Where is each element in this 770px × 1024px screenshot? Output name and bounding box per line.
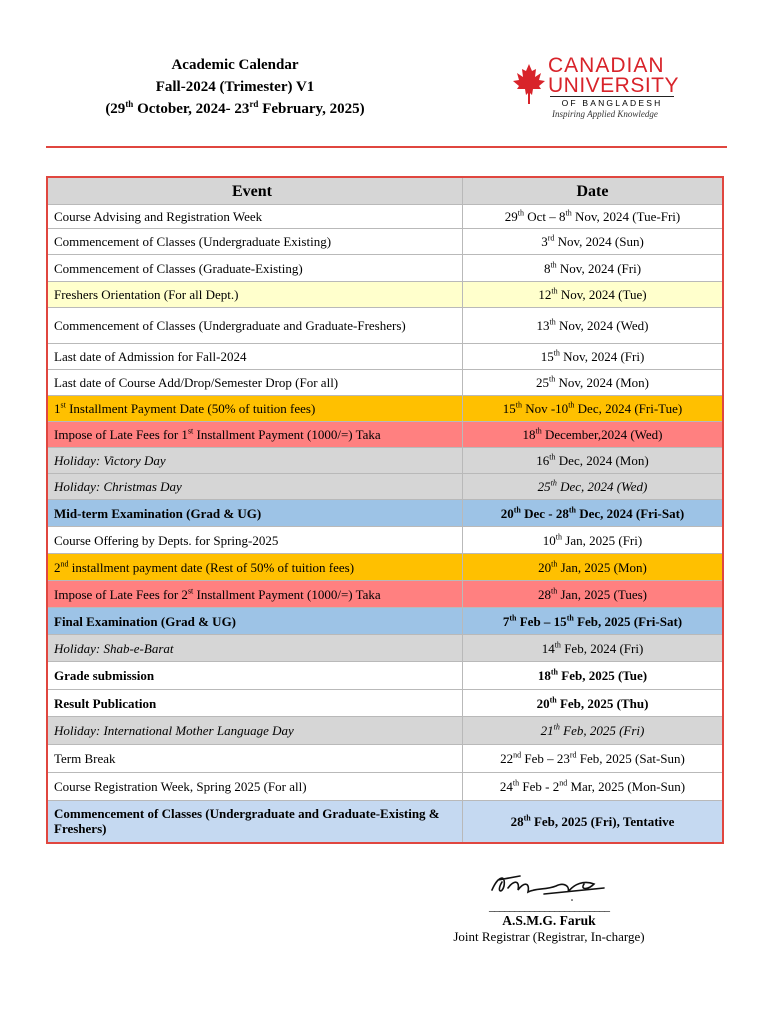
table-row [47, 745, 723, 773]
date-cell: 20th Jan, 2025 (Mon) [463, 554, 724, 581]
university-logo [512, 56, 682, 122]
date-cell: 21th Feb, 2025 (Fri) [463, 717, 724, 745]
table-row [47, 422, 723, 448]
event-cell: Holiday: Victory Day [47, 448, 463, 474]
date-cell: 20th Feb, 2025 (Thu) [463, 690, 724, 717]
title-line-1: Academic Calendar [171, 57, 299, 73]
date-cell: 28th Feb, 2025 (Fri), Tentative [463, 801, 724, 843]
event-cell: Term Break [47, 745, 463, 773]
event-cell: Impose of Late Fees for 2st Installment Payment (1000/=) Taka [47, 581, 463, 608]
event-column-header: Event [47, 177, 463, 205]
logo-line-2: UNIVERSITY [548, 74, 680, 97]
table-row [47, 608, 723, 635]
event-cell: Last date of Course Add/Drop/Semester Drop (For all) [47, 370, 463, 396]
calendar-title [60, 54, 410, 120]
event-cell: Holiday: Shab-e-Barat [47, 635, 463, 662]
table-row [47, 255, 723, 282]
event-cell: Freshers Orientation (For all Dept.) [47, 282, 463, 308]
event-cell: 1st Installment Payment Date (50% of tuition fees) [47, 396, 463, 422]
table-row [47, 344, 723, 370]
table-row [47, 396, 723, 422]
date-cell: 16th Dec, 2024 (Mon) [463, 448, 724, 474]
table-header-row [47, 177, 723, 205]
event-cell: Commencement of Classes (Undergraduate and Graduate-Freshers) [47, 308, 463, 344]
date-cell: 15th Nov, 2024 (Fri) [463, 344, 724, 370]
event-cell: Final Examination (Grad & UG) [47, 608, 463, 635]
event-cell: Holiday: Christmas Day [47, 474, 463, 500]
date-cell: 18th December,2024 (Wed) [463, 422, 724, 448]
table-row [47, 205, 723, 229]
maple-leaf-icon [512, 62, 546, 106]
table-row [47, 773, 723, 801]
date-cell: 13th Nov, 2024 (Wed) [463, 308, 724, 344]
table-row [47, 308, 723, 344]
table-row [47, 474, 723, 500]
date-cell: 12th Nov, 2024 (Tue) [463, 282, 724, 308]
header-divider [46, 146, 727, 148]
date-cell: 28th Jan, 2025 (Tues) [463, 581, 724, 608]
logo-tagline: Inspiring Applied Knowledge [552, 109, 658, 119]
table-row [47, 229, 723, 255]
table-row [47, 500, 723, 527]
title-line-3: (29th October, 2024- 23rd February, 2025) [105, 99, 365, 117]
title-line-2: Fall-2024 (Trimester) V1 [155, 79, 315, 95]
signature-line: ________________________ [489, 899, 609, 913]
signature-block [430, 868, 668, 945]
event-cell: Course Registration Week, Spring 2025 (For all) [47, 773, 463, 801]
date-cell: 14th Feb, 2024 (Fri) [463, 635, 724, 662]
table-row [47, 690, 723, 717]
date-cell: 15th Nov -10th Dec, 2024 (Fri-Tue) [463, 396, 724, 422]
date-cell: 8th Nov, 2024 (Fri) [463, 255, 724, 282]
signatory-title: Joint Registrar (Registrar, In-charge) [453, 929, 645, 944]
event-cell: Last date of Admission for Fall-2024 [47, 344, 463, 370]
event-cell: Commencement of Classes (Undergraduate Existing) [47, 229, 463, 255]
date-cell: 29th Oct – 8th Nov, 2024 (Tue-Fri) [463, 205, 724, 229]
date-column-header: Date [463, 177, 724, 205]
event-cell: Result Publication [47, 690, 463, 717]
date-cell: 22nd Feb – 23rd Feb, 2025 (Sat-Sun) [463, 745, 724, 773]
date-cell: 10th Jan, 2025 (Fri) [463, 527, 724, 554]
event-cell: Grade submission [47, 662, 463, 690]
event-cell: Commencement of Classes (Undergraduate and Graduate-Existing & Freshers) [47, 801, 463, 843]
date-cell: 25th Dec, 2024 (Wed) [463, 474, 724, 500]
table-row [47, 282, 723, 308]
event-cell: Impose of Late Fees for 1st Installment Payment (1000/=) Taka [47, 422, 463, 448]
table-row [47, 448, 723, 474]
signatory-name: A.S.M.G. Faruk [502, 913, 596, 928]
date-cell: 25th Nov, 2024 (Mon) [463, 370, 724, 396]
table-row [47, 370, 723, 396]
calendar-table [46, 176, 724, 844]
date-cell: 18th Feb, 2025 (Tue) [463, 662, 724, 690]
date-cell: 24th Feb - 2nd Mar, 2025 (Mon-Sun) [463, 773, 724, 801]
event-cell: Mid-term Examination (Grad & UG) [47, 500, 463, 527]
event-cell: Course Offering by Depts. for Spring-2025 [47, 527, 463, 554]
event-cell: Course Advising and Registration Week [47, 205, 463, 229]
event-cell: Holiday: International Mother Language Day [47, 717, 463, 745]
logo-line-1: CANADIAN [548, 54, 665, 77]
event-cell: Commencement of Classes (Graduate-Existing) [47, 255, 463, 282]
date-cell: 7th Feb – 15th Feb, 2025 (Fri-Sat) [463, 608, 724, 635]
date-cell: 20th Dec - 28th Dec, 2024 (Fri-Sat) [463, 500, 724, 527]
table-row [47, 581, 723, 608]
table-row [47, 662, 723, 690]
logo-line-3: OF BANGLADESH [550, 96, 674, 108]
table-row [47, 554, 723, 581]
date-cell: 3rd Nov, 2024 (Sun) [463, 229, 724, 255]
table-row [47, 527, 723, 554]
table-row [47, 717, 723, 745]
event-cell: 2nd installment payment date (Rest of 50% of tuition fees) [47, 554, 463, 581]
table-row [47, 801, 723, 843]
table-row [47, 635, 723, 662]
